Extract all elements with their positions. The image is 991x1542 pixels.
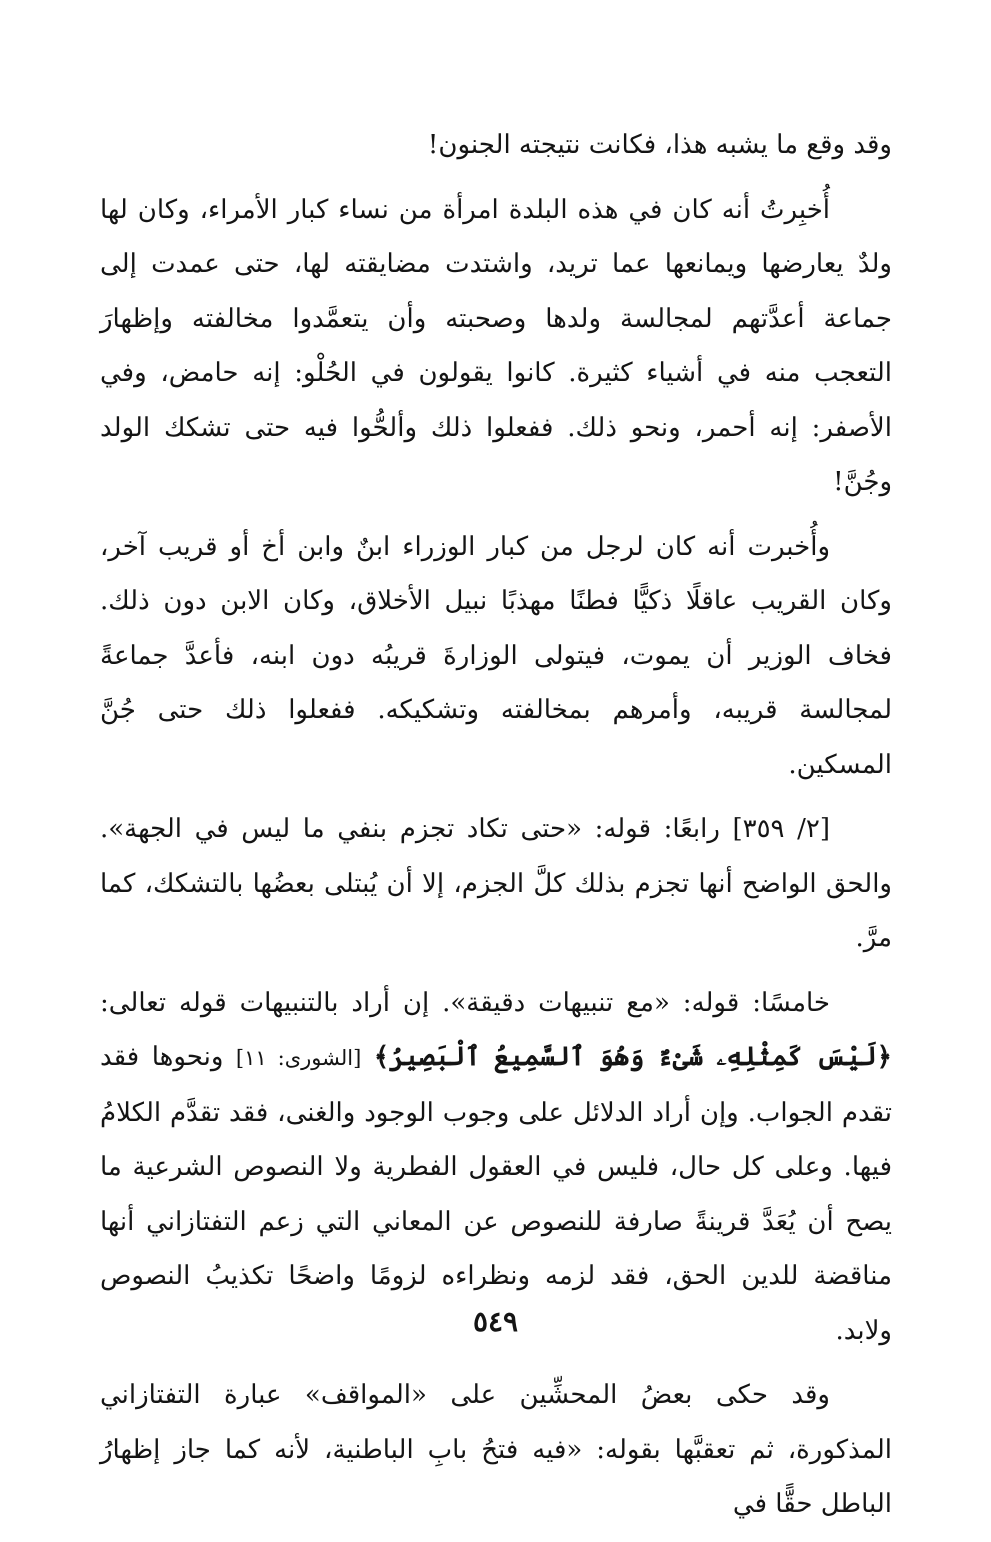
paragraph-5-intro: خامسًا: قوله: «مع تنبيهات دقيقة». إن أراد بالتنبيهات قوله تعالى: <box>100 987 830 1018</box>
verse-reference: [الشورى: ١١] <box>235 1046 362 1070</box>
paragraph-5 <box>100 976 892 1359</box>
page-number: ٥٤٩ <box>472 1305 519 1338</box>
paragraph-3: وأُخبرت أنه كان لرجل من كبار الوزراء ابنٌ وابن أخ أو قريب آخر، وكان القريب عاقلًا ذكيًّا فطنًا مهذبًا نبيل الأخلاق، وكان الابن دون ذلك. فخاف الوزير أن يموت، فيتولى الوزارةَ قريبُه دون ابنه، فأعدَّ جماعةً لمجالسة قريبه، وأمرهم بمخالفته وتشكيكه. ففعلوا ذلك حتى جُنَّ المسكين. <box>100 531 892 780</box>
paragraph-6: وقد حكى بعضُ المحشِّين على «المواقف» عبارة التفتازاني المذكورة، ثم تعقبَّها بقوله: «فيه فتحُ بابِ الباطنية، لأنه كما جاز إظهارُ الباطل حقًّا في <box>100 1380 892 1519</box>
quran-verse: ﴿لَيْسَ كَمِثْلِهِۦ شَىْءٌ وَهُوَ ٱلسَّمِيعُ ٱلْبَصِيرُ﴾ <box>373 1042 893 1072</box>
paragraph-1: وقد وقع ما يشبه هذا، فكانت نتيجته الجنون! <box>427 130 892 160</box>
paragraph-2: أُخبِرتُ أنه كان في هذه البلدة امرأة من نساء كبار الأمراء، وكان لها ولدٌ يعارضها ويمانعها عما تريد، واشتدت مضايقته لها، حتى عمدت إلى جماعة أعدَّتهم لمجالسة ولدها وصحبته وأن يتعمَّدوا مخالفته وإظهارَ التعجب منه في أشياء كثيرة. كانوا يقولون في الحُلْو: إنه حامض، وفي الأصفر: إنه أحمر، ونحو ذلك. ففعلوا ذلك وألحُّوا فيه حتى تشكك الولد وجُنَّ! <box>100 194 892 497</box>
paragraph-4: [٢/ ٣٥٩] رابعًا: قوله: «حتى تكاد تجزم بنفي ما ليس في الجهة». والحق الواضح أنها تجزم بذلك كلَّ الجزم، إلا أن يُبتلى بعضُها بالتشكك، كما مرَّ. <box>100 814 892 953</box>
paragraph-5-rest: ونحوها فقد تقدم الجواب. وإن أراد الدلائل على وجوب الوجود والغنى، فقد تقدَّم الكلامُ فيها. وعلى كل حال، فليس في العقول الفطرية ولا النصوص الشرعية ما يصح أن يُعَدَّ قرينةً صارفة للنصوص عن المعاني التي زعم التفتازاني أنها مناقضة للدين الحق، فقد لزمه ونظراءه لزومًا واضحًا تكذيبُ النصوص ولابد. <box>100 1042 892 1346</box>
